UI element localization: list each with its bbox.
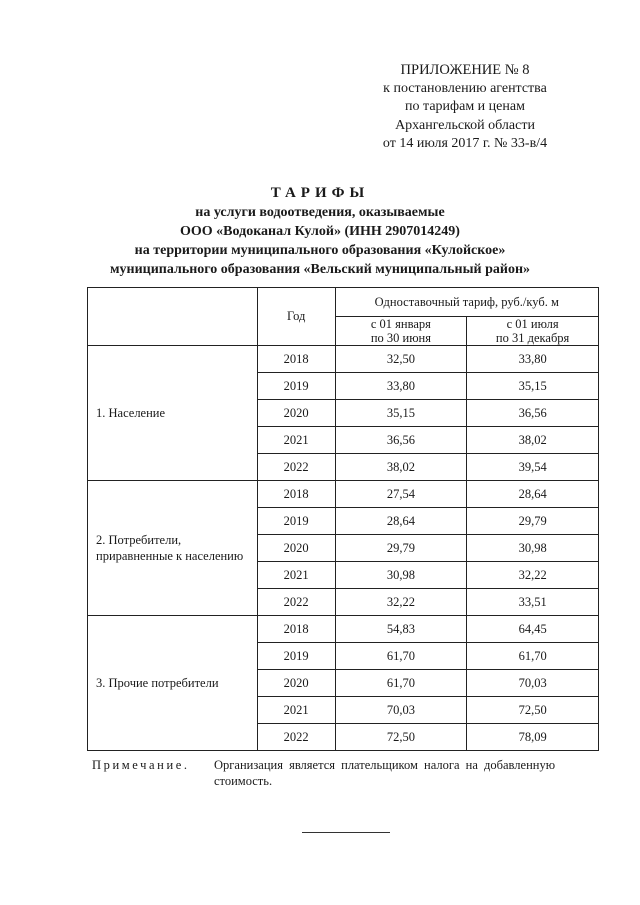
category-cell: 2. Потребители, приравненные к населению bbox=[88, 481, 258, 616]
note-text: Организация является плательщиком налога на добавленную bbox=[214, 758, 556, 772]
title-line: ООО «Водоканал Кулой» (ИНН 2907014249) bbox=[180, 224, 460, 239]
tariff-h1-cell: 33,80 bbox=[335, 373, 467, 400]
document-title bbox=[60, 184, 580, 279]
title-line: на территории муниципального образования «Кулойское» bbox=[134, 243, 506, 258]
year-cell: 2019 bbox=[257, 508, 335, 535]
tariff-h1-cell: 29,79 bbox=[335, 535, 467, 562]
tariff-h2-cell: 28,64 bbox=[467, 481, 599, 508]
year-cell: 2021 bbox=[257, 427, 335, 454]
year-cell: 2019 bbox=[257, 373, 335, 400]
appendix-ref-line: по тарифам и ценам bbox=[405, 99, 525, 114]
tariff-h1-cell: 61,70 bbox=[335, 670, 467, 697]
category-cell: 3. Прочие потребители bbox=[88, 616, 258, 751]
tariff-h1-cell: 61,70 bbox=[335, 643, 467, 670]
year-cell: 2022 bbox=[257, 454, 335, 481]
tariff-h2-cell: 35,15 bbox=[467, 373, 599, 400]
year-cell: 2022 bbox=[257, 724, 335, 751]
tariff-h2-cell: 33,51 bbox=[467, 589, 599, 616]
tariff-h2-cell: 78,09 bbox=[467, 724, 599, 751]
tariff-h1-cell: 70,03 bbox=[335, 697, 467, 724]
appendix-header bbox=[360, 61, 570, 154]
title-heading: ТАРИФЫ bbox=[270, 185, 370, 201]
appendix-ref-line: к постановлению агентства bbox=[383, 80, 547, 96]
year-cell: 2020 bbox=[257, 535, 335, 562]
appendix-date-line: от 14 июля 2017 г. № 33-в/4 bbox=[382, 136, 548, 151]
category-cell: 1. Население bbox=[88, 346, 258, 481]
year-cell: 2018 bbox=[257, 616, 335, 643]
note-text-continuation: стоимость. bbox=[214, 774, 273, 788]
appendix-number: ПРИЛОЖЕНИЕ № 8 bbox=[400, 62, 530, 78]
tariff-h2-cell: 39,54 bbox=[467, 454, 599, 481]
tariff-h2-cell: 61,70 bbox=[467, 643, 599, 670]
tariff-h1-cell: 32,22 bbox=[335, 589, 467, 616]
header-year: Год bbox=[257, 288, 335, 346]
tariff-h2-cell: 38,02 bbox=[467, 427, 599, 454]
tariff-h1-cell: 54,83 bbox=[335, 616, 467, 643]
tariff-h1-cell: 38,02 bbox=[335, 454, 467, 481]
tariff-h1-cell: 28,64 bbox=[335, 508, 467, 535]
title-line: муниципального образования «Вельский муниципальный район» bbox=[109, 262, 531, 277]
appendix-ref-line: Архангельской области bbox=[395, 117, 535, 133]
year-cell: 2018 bbox=[257, 481, 335, 508]
note bbox=[92, 757, 598, 789]
year-cell: 2020 bbox=[257, 670, 335, 697]
header-period-2: с 01 июля по 31 декабря bbox=[467, 317, 599, 346]
tariff-h1-cell: 32,50 bbox=[335, 346, 467, 373]
tariff-h1-cell: 30,98 bbox=[335, 562, 467, 589]
tariff-h2-cell: 29,79 bbox=[467, 508, 599, 535]
tariff-h2-cell: 33,80 bbox=[467, 346, 599, 373]
tariff-h2-cell: 32,22 bbox=[467, 562, 599, 589]
table-row bbox=[88, 616, 599, 643]
tariff-h1-cell: 72,50 bbox=[335, 724, 467, 751]
tariff-h2-cell: 64,45 bbox=[467, 616, 599, 643]
header-period-1: с 01 января по 30 июня bbox=[335, 317, 467, 346]
tariff-h1-cell: 35,15 bbox=[335, 400, 467, 427]
title-line: на услуги водоотведения, оказываемые bbox=[195, 205, 445, 220]
year-cell: 2020 bbox=[257, 400, 335, 427]
year-cell: 2019 bbox=[257, 643, 335, 670]
tariff-h2-cell: 36,56 bbox=[467, 400, 599, 427]
header-tariff: Одноставочный тариф, руб./куб. м bbox=[335, 288, 598, 317]
separator-line bbox=[302, 832, 390, 833]
year-cell: 2021 bbox=[257, 562, 335, 589]
table-row bbox=[88, 346, 599, 373]
tariff-h1-cell: 36,56 bbox=[335, 427, 467, 454]
year-cell: 2022 bbox=[257, 589, 335, 616]
year-cell: 2018 bbox=[257, 346, 335, 373]
header-category-blank bbox=[88, 288, 258, 346]
table-row bbox=[88, 481, 599, 508]
tariff-h2-cell: 72,50 bbox=[467, 697, 599, 724]
tariff-h1-cell: 27,54 bbox=[335, 481, 467, 508]
tariff-h2-cell: 70,03 bbox=[467, 670, 599, 697]
note-label: Примечание. bbox=[92, 758, 190, 772]
year-cell: 2021 bbox=[257, 697, 335, 724]
tariff-h2-cell: 30,98 bbox=[467, 535, 599, 562]
tariff-table bbox=[87, 287, 599, 751]
